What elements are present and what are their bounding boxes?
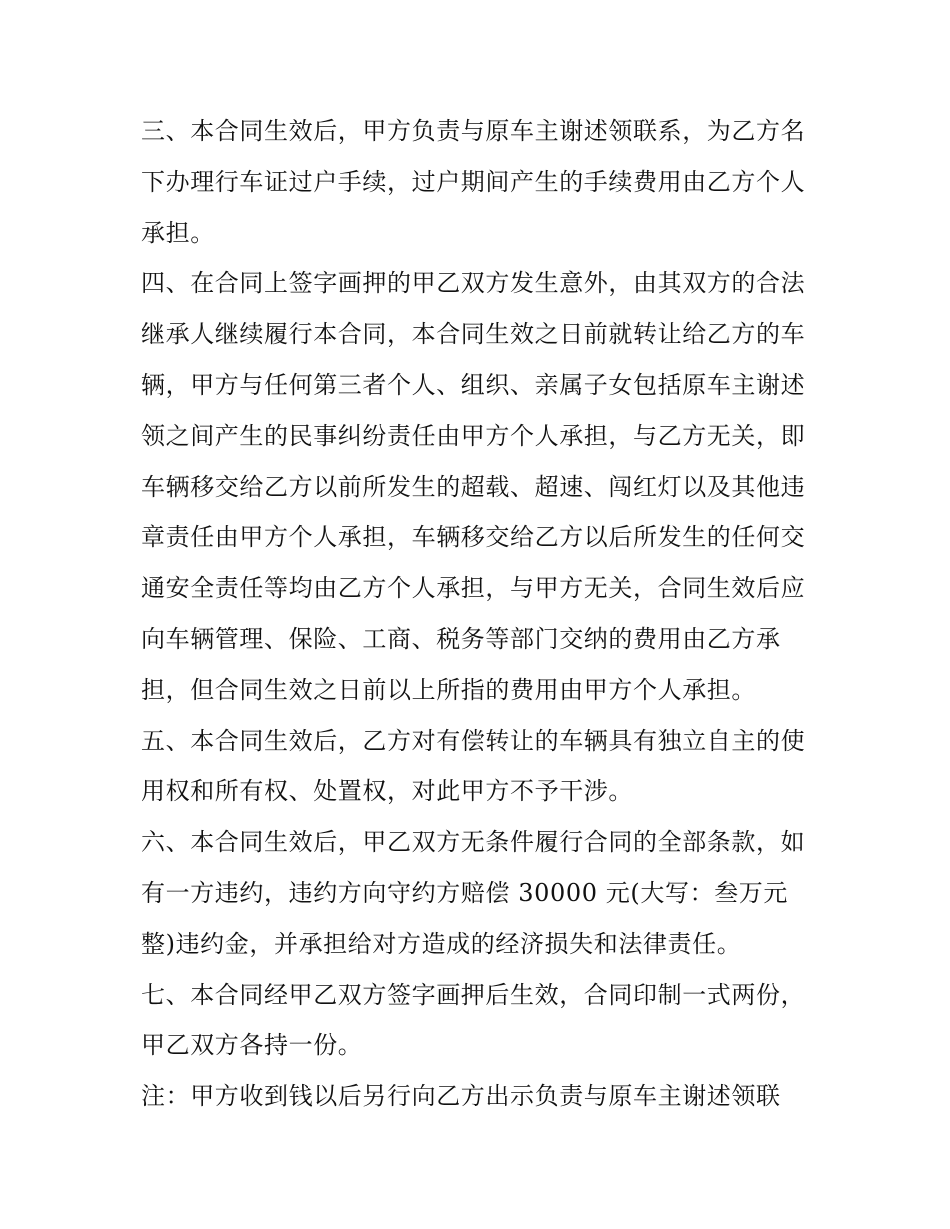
note-paragraph: 注：甲方收到钱以后另行向乙方出示负责与原车主谢述领联 [141,1082,781,1111]
clause-seven: 七、本合同经甲乙双方签字画押后生效，合同印制一式两份，甲乙双方各持一份。 [141,980,806,1060]
clause-four: 四、在合同上签字画押的甲乙双方发生意外，由其双方的合法继承人继续履行本合同，本合同生效之日前就转让给乙方的车辆，甲方与任何第三者个人、组织、亲属子女包括原车主谢述领之间产生的民事纠纷责任由甲方个人承担，与乙方无关，即车辆移交给乙方以前所发生的超载、超速、闯红灯以及其他违章责任由甲方个人承担，车辆移交给乙方以后所发生的任何交通安全责任等均由乙方个人承担，与甲方无关，合同生效后应向车辆管理、保险、工商、税务等部门交纳的费用由乙方承担，但合同生效之日前以上所指的费用由甲方个人承担。 [141,269,806,704]
document-body [141,106,813,1122]
clause-six: 六、本合同生效后，甲乙双方无条件履行合同的全部条款，如有一方违约，违约方向守约方赔偿 30000 元(大写：叁万元整)违约金，并承担给对方造成的经济损失和法律责任。 [141,828,806,958]
clause-three: 三、本合同生效后，甲方负责与原车主谢述领联系，为乙方名下办理行车证过户手续，过户期间产生的手续费用由乙方个人承担。 [141,117,806,247]
clause-five: 五、本合同生效后，乙方对有偿转让的车辆具有独立自主的使用权和所有权、处置权，对此甲方不予干涉。 [141,726,806,806]
